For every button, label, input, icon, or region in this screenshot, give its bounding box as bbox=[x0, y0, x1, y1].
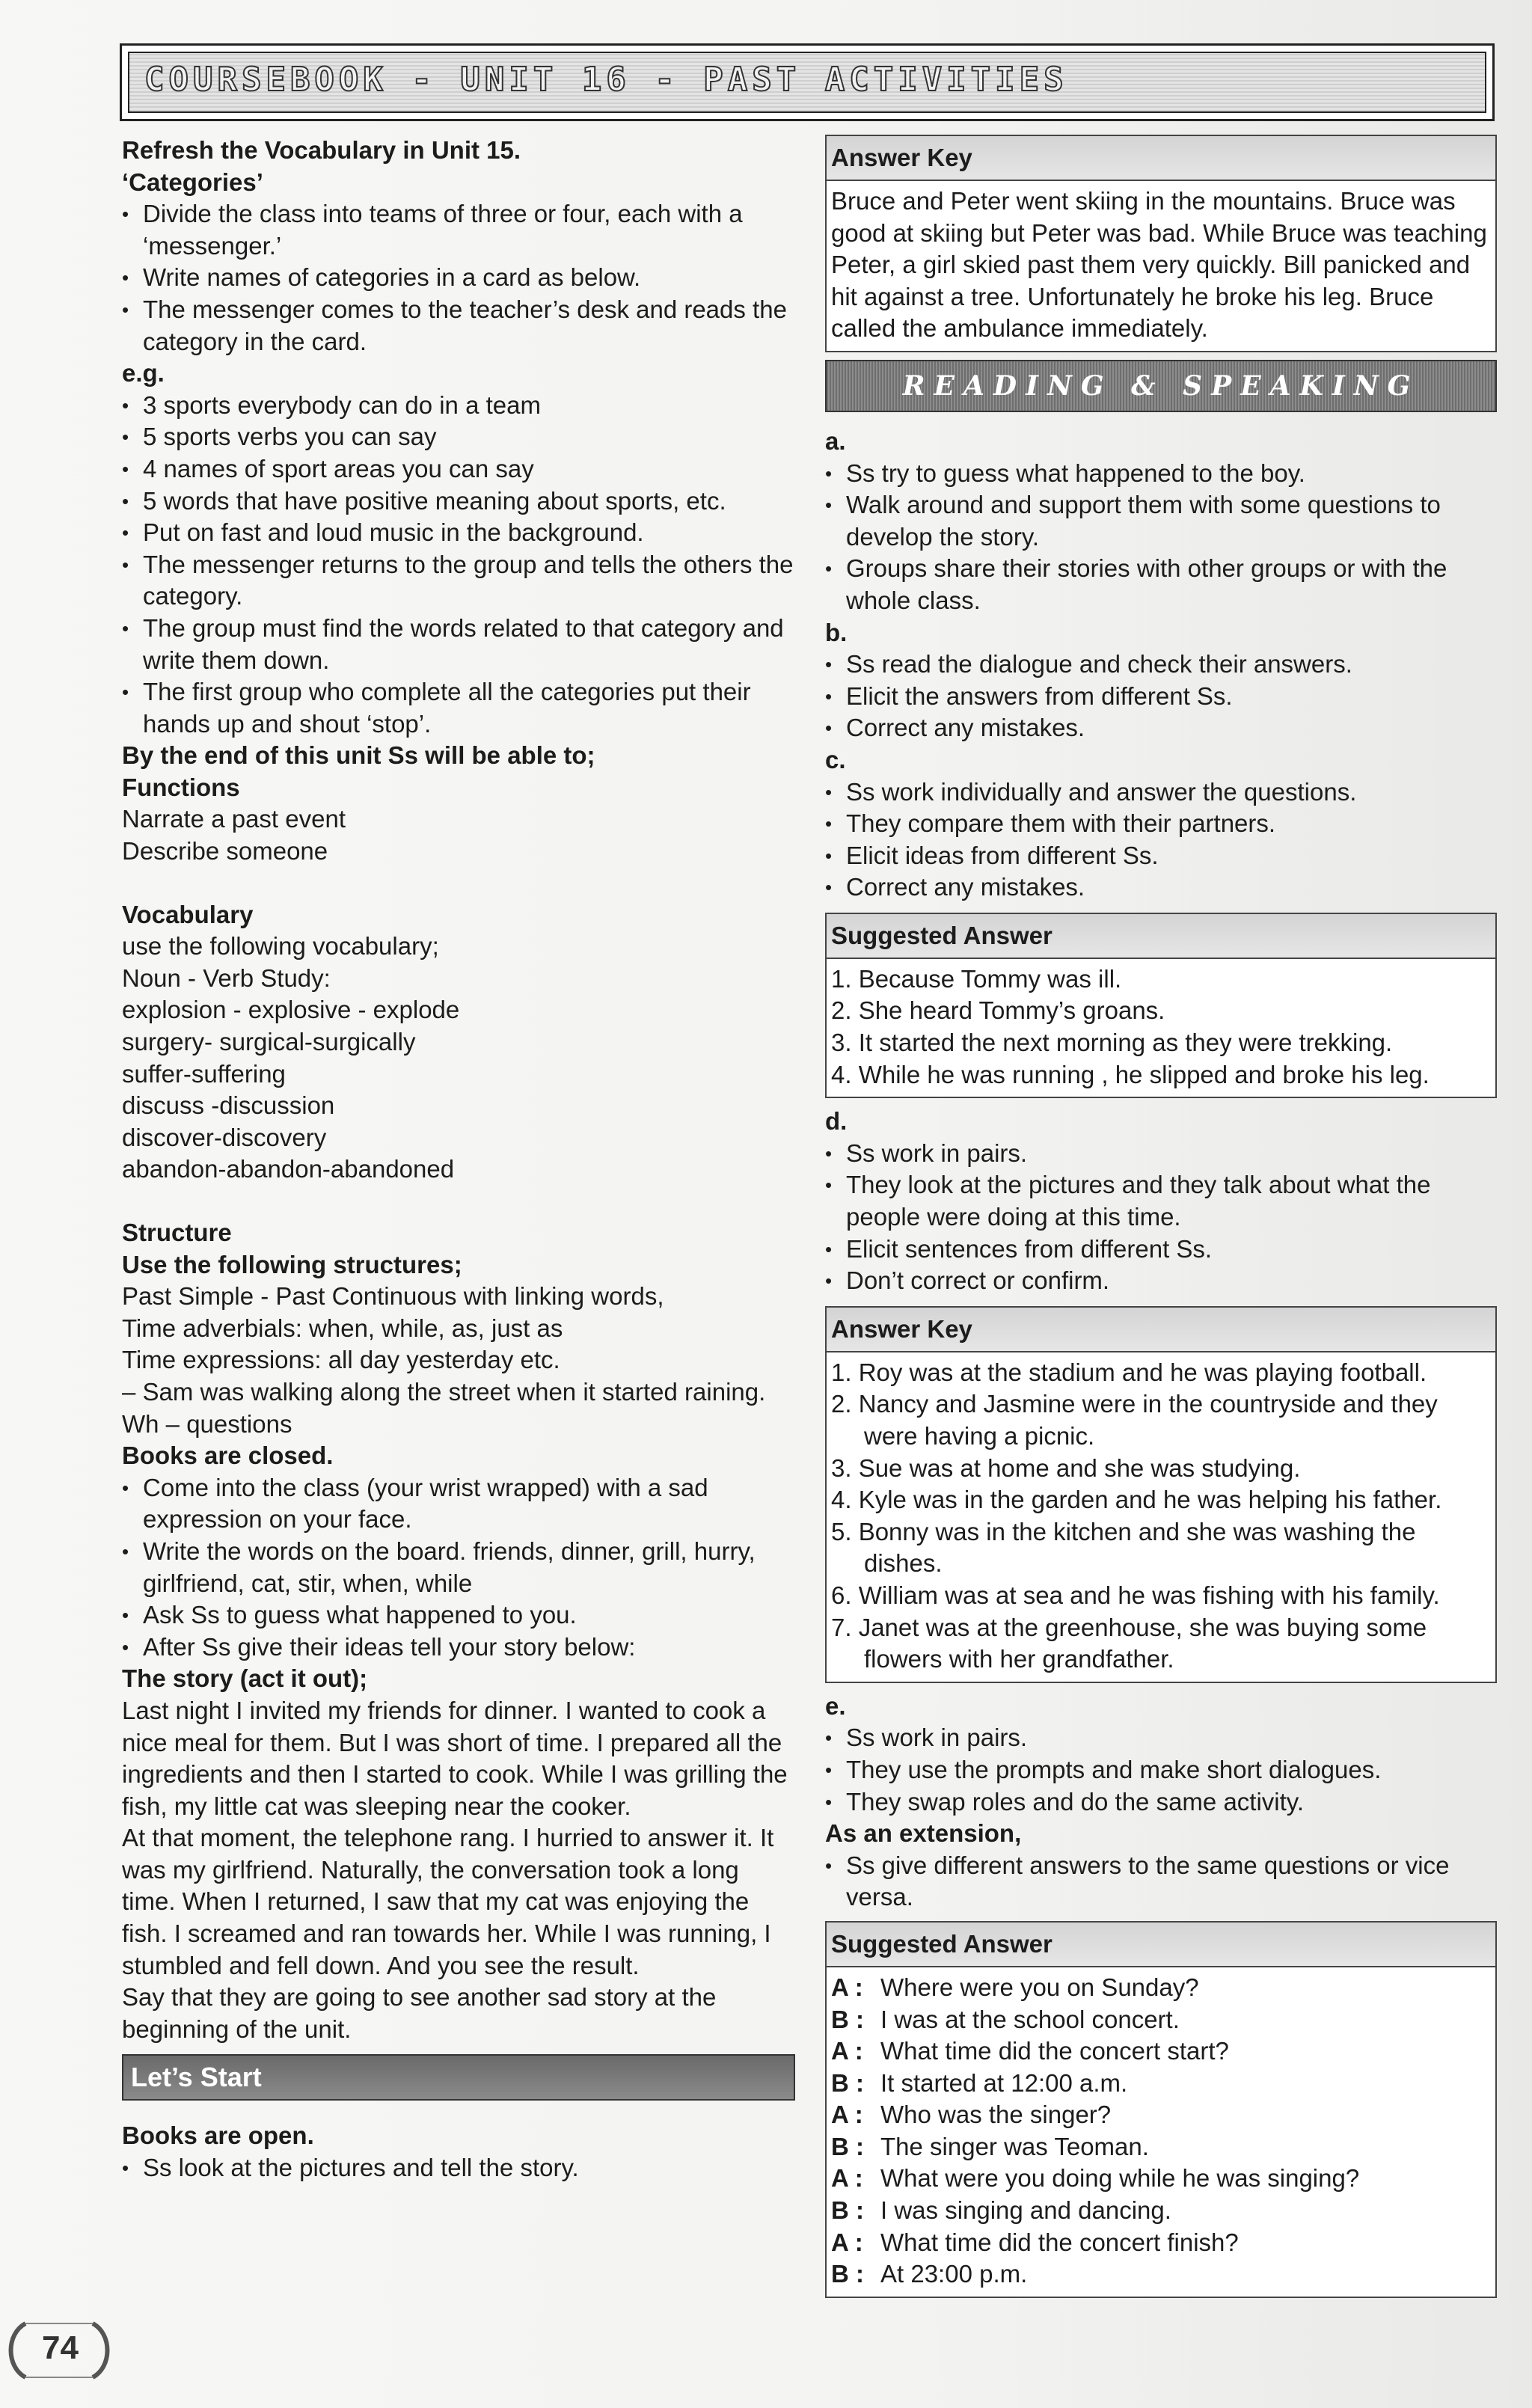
vocabulary-item: discuss -discussion bbox=[122, 1091, 335, 1120]
answer-key-box bbox=[825, 1306, 1497, 1683]
vocabulary-item: discover-discovery bbox=[122, 1123, 327, 1151]
unit-header-band bbox=[128, 52, 1486, 113]
categories-title: ‘Categories’ bbox=[122, 168, 263, 196]
dialogue-speaker: B : bbox=[831, 2068, 864, 2097]
list-item: • Elicit sentences from different Ss. bbox=[825, 1234, 1497, 1266]
dialogue-line bbox=[831, 2195, 1491, 2227]
list-item: • Ss give different answers to the same questions or vice versa. bbox=[825, 1850, 1497, 1914]
answer-key-text: Bruce and Peter went skiing in the mountains. Bruce was good at skiing but Peter was bad. While Bruce was teaching Peter, a girl skied past them very quickly. Bill panicked and hit against a tree. Unfortunately he broke his leg. Bruce called the ambulance immediately. bbox=[831, 187, 1487, 343]
structure-example: – Sam was walking along the street when it started raining. bbox=[122, 1377, 766, 1406]
list-item: • Elicit ideas from different Ss. bbox=[825, 840, 1497, 872]
list-item: • The messenger returns to the group and tells the others the category. bbox=[122, 549, 795, 613]
dialogue-text: I was singing and dancing. bbox=[880, 2196, 1171, 2225]
list-item: • 4 names of sport areas you can say bbox=[122, 453, 795, 485]
list-item: • After Ss give their ideas tell your story below: bbox=[122, 1632, 795, 1664]
right-column bbox=[825, 135, 1497, 2306]
answer-item: 2. Nancy and Jasmine were in the countryside and they were having a picnic. bbox=[831, 1390, 1438, 1450]
dialogue-speaker: A : bbox=[831, 2164, 863, 2193]
structure-title: Structure bbox=[122, 1219, 232, 1246]
dialogue-line bbox=[831, 1972, 1491, 2004]
dialogue-line bbox=[831, 2131, 1491, 2163]
dialogue-text: What time did the concert finish? bbox=[880, 2228, 1239, 2256]
vocabulary-item: surgery- surgical-surgically bbox=[122, 1028, 416, 1056]
answer-item: 3. It started the next morning as they were trekking. bbox=[831, 1029, 1393, 1057]
left-column bbox=[122, 135, 795, 2184]
page-number: 74 bbox=[42, 2329, 79, 2366]
dialogue-text: The singer was Teoman. bbox=[880, 2132, 1149, 2160]
answer-key-heading: Answer Key bbox=[827, 1308, 1495, 1352]
list-item: • Ask Ss to guess what happened to you. bbox=[122, 1599, 795, 1632]
story-paragraph: Say that they are going to see another sad story at the beginning of the unit. bbox=[122, 1983, 717, 2043]
list-item: • Divide the class into teams of three or four, each with a ‘messenger.’ bbox=[122, 198, 795, 262]
suggested-answer-box bbox=[825, 1921, 1497, 2298]
dialogue-line bbox=[831, 2068, 1491, 2100]
answer-item: 2. She heard Tommy’s groans. bbox=[831, 996, 1165, 1025]
list-item: • Correct any mistakes. bbox=[825, 712, 1497, 744]
list-item: • Write names of categories in a card as below. bbox=[122, 262, 795, 294]
list-item: • Ss look at the pictures and tell the story. bbox=[122, 2152, 795, 2184]
list-item: • They look at the pictures and they talk about what the people were doing at this time. bbox=[825, 1169, 1497, 1233]
story-paragraph: Last night I invited my friends for dinner. I wanted to cook a nice meal for them. But I was short of time. I prepared all the ingredients and then I started to cook. While I was grilling the fish, my little cat was sleeping near the cooker. bbox=[122, 1696, 788, 1820]
answer-item: 6. William was at sea and he was fishing with his family. bbox=[831, 1581, 1440, 1609]
books-open-title: Books are open. bbox=[122, 2121, 314, 2150]
dialogue-speaker: B : bbox=[831, 2132, 864, 2160]
lets-start-banner: Let’s Start bbox=[122, 2054, 795, 2101]
list-item: • They use the prompts and make short dialogues. bbox=[825, 1754, 1497, 1786]
answer-item: 4. Kyle was in the garden and he was helping his father. bbox=[831, 1486, 1442, 1514]
structure-subtitle: Use the following structures; bbox=[122, 1250, 462, 1278]
dialogue-text: It started at 12:00 a.m. bbox=[880, 2068, 1128, 2097]
list-item: • The group must find the words related to that category and write them down. bbox=[122, 613, 795, 676]
list-item: • Elicit the answers from different Ss. bbox=[825, 681, 1497, 713]
structure-item: Time expressions: all day yesterday etc. bbox=[122, 1346, 560, 1374]
list-item: • They compare them with their partners. bbox=[825, 808, 1497, 840]
answer-item: 3. Sue was at home and she was studying. bbox=[831, 1453, 1301, 1482]
extension-title: As an extension, bbox=[825, 1819, 1022, 1848]
list-item: • The first group who complete all the categories put their hands up and shout ‘stop’. bbox=[122, 676, 795, 740]
structure-item: Past Simple - Past Continuous with linking words, bbox=[122, 1282, 664, 1311]
reading-speaking-banner: READING & SPEAKING bbox=[825, 360, 1497, 412]
answer-item: 7. Janet was at the greenhouse, she was buying some flowers with her grandfather. bbox=[831, 1613, 1427, 1673]
dialogue-line bbox=[831, 2163, 1491, 2195]
dialogue-line bbox=[831, 2258, 1491, 2291]
list-item: • Correct any mistakes. bbox=[825, 871, 1497, 904]
answer-item: 1. Because Tommy was ill. bbox=[831, 964, 1122, 993]
dialogue-speaker: A : bbox=[831, 2228, 863, 2256]
list-item: • The messenger comes to the teacher’s desk and reads the category in the card. bbox=[122, 294, 795, 358]
dialogue bbox=[827, 1967, 1495, 2297]
dialogue-line bbox=[831, 2004, 1491, 2036]
list-item: • Ss work in pairs. bbox=[825, 1722, 1497, 1754]
dialogue-text: At 23:00 p.m. bbox=[880, 2260, 1028, 2288]
list-item: • 5 sports verbs you can say bbox=[122, 421, 795, 453]
eg-label: e.g. bbox=[122, 359, 165, 387]
dialogue-text: Where were you on Sunday? bbox=[880, 1973, 1199, 2001]
answer-item: 1. Roy was at the stadium and he was playing football. bbox=[831, 1358, 1427, 1386]
function-item: Narrate a past event bbox=[122, 805, 346, 833]
list-item: • Ss read the dialogue and check their answers. bbox=[825, 649, 1497, 681]
function-item: Describe someone bbox=[122, 837, 328, 866]
answer-key-box bbox=[825, 135, 1497, 352]
objectives-title: By the end of this unit Ss will be able to; bbox=[122, 741, 595, 770]
unit-title: COURSEBOOK - UNIT 16 - PAST ACTIVITIES bbox=[144, 61, 1068, 99]
vocabulary-item: Noun - Verb Study: bbox=[122, 963, 331, 992]
list-item: • They swap roles and do the same activity. bbox=[825, 1786, 1497, 1819]
dialogue-text: What time did the concert start? bbox=[880, 2037, 1229, 2065]
vocabulary-intro: use the following vocabulary; bbox=[122, 932, 439, 961]
list-item: • Don’t correct or confirm. bbox=[825, 1265, 1497, 1297]
functions-title: Functions bbox=[122, 773, 240, 801]
section-label: c. bbox=[825, 745, 846, 773]
page-number-badge bbox=[3, 2312, 115, 2386]
dialogue-line bbox=[831, 2227, 1491, 2259]
dialogue-speaker: B : bbox=[831, 2005, 864, 2033]
story-paragraph: At that moment, the telephone rang. I hurried to answer it. It was my girlfriend. Naturally, the conversation took a long time. When I returned, I saw that my cat was enjoying the fish. I screamed and ran towards her. While I was running, I stumbled and fell down. And you see the result. bbox=[122, 1824, 774, 1979]
books-closed-title: Books are closed. bbox=[122, 1442, 334, 1470]
dialogue-speaker: A : bbox=[831, 2101, 863, 2129]
structure-item: Time adverbials: when, while, as, just as bbox=[122, 1314, 563, 1342]
list-item: • Ss try to guess what happened to the boy. bbox=[825, 458, 1497, 490]
list-item: • Put on fast and loud music in the background. bbox=[122, 517, 795, 549]
list-item: • Come into the class (your wrist wrapped) with a sad expression on your face. bbox=[122, 1472, 795, 1536]
dialogue-speaker: B : bbox=[831, 2196, 864, 2225]
list-item: • Groups share their stories with other groups or with the whole class. bbox=[825, 553, 1497, 616]
vocabulary-item: abandon-abandon-abandoned bbox=[122, 1155, 455, 1183]
section-label: a. bbox=[825, 426, 846, 455]
answer-item: 5. Bonny was in the kitchen and she was washing the dishes. bbox=[831, 1517, 1416, 1578]
dialogue-line bbox=[831, 2099, 1491, 2131]
section-label: b. bbox=[825, 618, 848, 646]
intro-title: Refresh the Vocabulary in Unit 15. bbox=[122, 136, 521, 164]
list-item: • Walk around and support them with some questions to develop the story. bbox=[825, 489, 1497, 553]
dialogue-text: What were you doing while he was singing? bbox=[880, 2164, 1360, 2193]
dialogue-line bbox=[831, 2035, 1491, 2068]
list-item: • 5 words that have positive meaning about sports, etc. bbox=[122, 485, 795, 518]
dialogue-speaker: A : bbox=[831, 2037, 863, 2065]
list-item: • Write the words on the board. friends, dinner, grill, hurry, girlfriend, cat, stir, when, while bbox=[122, 1536, 795, 1599]
dialogue-speaker: A : bbox=[831, 1973, 863, 2001]
dialogue-speaker: B : bbox=[831, 2260, 864, 2288]
answer-key-heading: Answer Key bbox=[827, 136, 1495, 181]
suggested-answer-heading: Suggested Answer bbox=[827, 914, 1495, 959]
list-item: • Ss work individually and answer the questions. bbox=[825, 776, 1497, 809]
section-label: e. bbox=[825, 1691, 846, 1720]
vocabulary-item: explosion - explosive - explode bbox=[122, 996, 460, 1024]
story-title: The story (act it out); bbox=[122, 1664, 368, 1693]
suggested-answer-box bbox=[825, 913, 1497, 1098]
unit-header bbox=[120, 43, 1495, 121]
vocabulary-title: Vocabulary bbox=[122, 900, 254, 928]
answer-item: 4. While he was running , he slipped and broke his leg. bbox=[831, 1060, 1430, 1088]
section-label: d. bbox=[825, 1107, 848, 1136]
suggested-answer-heading: Suggested Answer bbox=[827, 1923, 1495, 1967]
list-item: • 3 sports everybody can do in a team bbox=[122, 390, 795, 422]
list-item: • Ss work in pairs. bbox=[825, 1138, 1497, 1170]
vocabulary-item: suffer-suffering bbox=[122, 1059, 286, 1088]
structure-item: Wh – questions bbox=[122, 1409, 292, 1438]
dialogue-text: I was at the school concert. bbox=[880, 2005, 1180, 2033]
dialogue-text: Who was the singer? bbox=[880, 2101, 1112, 2129]
